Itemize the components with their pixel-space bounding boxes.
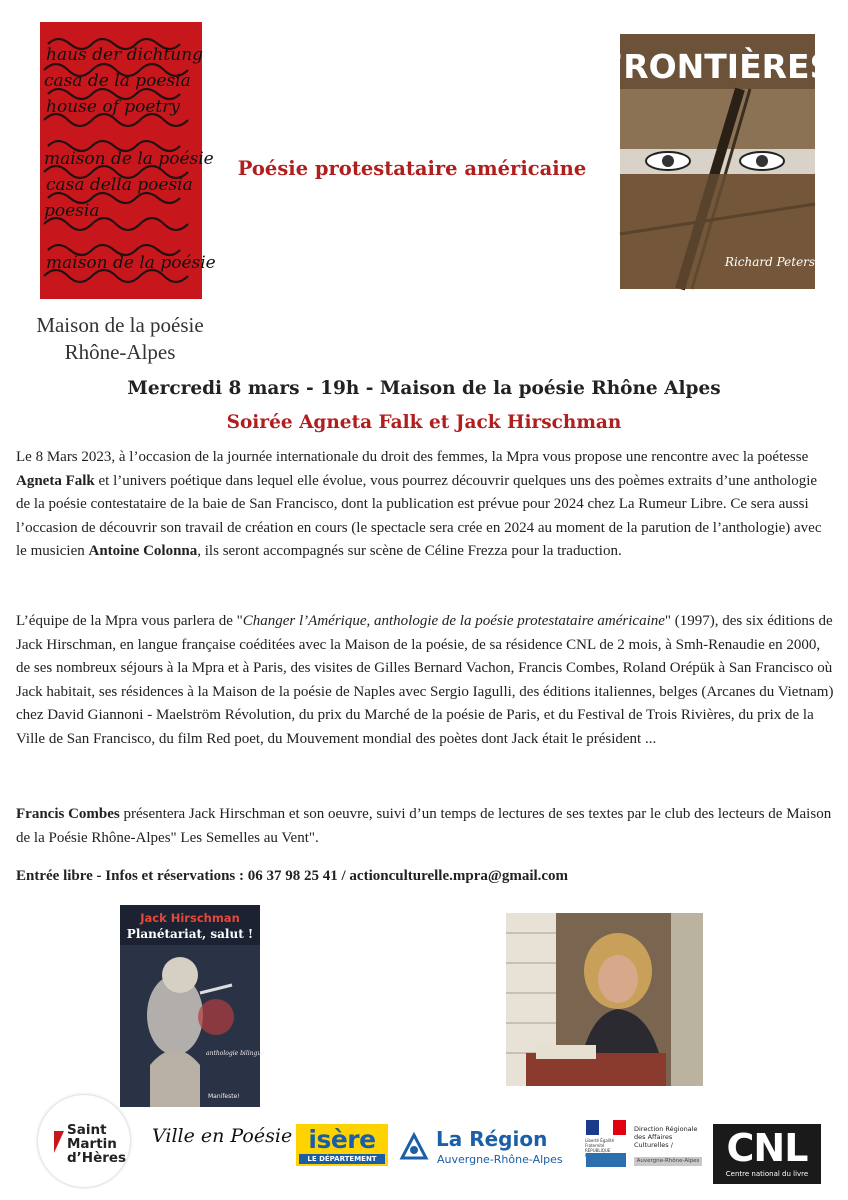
logo-text: house of poetry <box>46 97 180 117</box>
text-span: L’équipe de la Mpra vous parlera de " <box>16 613 243 629</box>
logo-text: haus der dichtung <box>46 45 204 65</box>
smh-line: Martin <box>67 1136 117 1152</box>
photo-agneta-falk <box>506 913 703 1086</box>
region-name: La Région <box>436 1127 548 1151</box>
text-span: présentera Jack Hirschman et son oeuvre, suivi d’un temps de lectures de ses textes par le club des lecteurs de Maison de la Poésie Rhône-Alpes" Les Semelles au Vent". <box>16 806 832 846</box>
frontieres-poster <box>600 34 834 289</box>
region-subname: Auvergne-Rhône-Alpes <box>437 1153 563 1166</box>
region-icon <box>399 1131 429 1161</box>
logo-cnl <box>713 1124 821 1184</box>
smh-text <box>67 1123 126 1165</box>
anthology-title: Changer l’Amérique, anthologie de la poésie protestataire américaine <box>242 613 665 629</box>
marianne-flag-icon <box>586 1120 626 1135</box>
event-title: Soirée Agneta Falk et Jack Hirschman <box>226 412 622 433</box>
mpra-logo-art <box>40 22 216 299</box>
paragraph-combes <box>16 803 834 850</box>
name-agneta-falk: Agneta Falk <box>16 472 95 489</box>
smh-mark-icon <box>52 1131 66 1153</box>
smh-line: Saint <box>67 1122 107 1138</box>
drac-text: Direction Régionale des Affaires Culturelles / <box>634 1125 698 1149</box>
contact-info: Entrée libre - Infos et réservations : 06 37 98 25 41 / actionculturelle.mpra@gmail.com <box>16 868 569 884</box>
org-name <box>20 312 220 366</box>
poster-title: FRONTIÈRES <box>600 47 834 86</box>
event-date: Mercredi 8 mars - 19h - Maison de la poésie Rhône Alpes <box>127 378 721 399</box>
rf-text: Liberté Égalité Fraternité RÉPUBLIQUE <box>585 1138 615 1153</box>
paragraph-history <box>16 610 834 752</box>
headline: Poésie protestataire américaine <box>237 157 587 180</box>
logo-isere <box>296 1124 388 1166</box>
name-antoine-colonna: Antoine Colonna <box>88 543 198 560</box>
cnl-subtext: Centre national du livre <box>725 1170 809 1178</box>
logo-text: maison de la poésie <box>44 149 214 169</box>
smh-line: d’Hères <box>67 1150 127 1166</box>
book-cover <box>120 905 265 1107</box>
photo-art <box>506 913 703 1086</box>
logo-text: poesia <box>44 201 100 221</box>
name-francis-combes: Francis Combes <box>16 806 120 822</box>
text-span: " (1997), des six éditions de Jack Hirschman, en langue française coéditées avec la Maison de la poésie, de sa résidence CNL de 2 mois, à Smh-Renaudie en 2000, de ses nombreux séjours à la Mpra et à Paris, des visites de Gilles Bernard Vachon, Francis Combes, Roland Orépük à San Francisco où Jack habitait, ses résidences à la Maison de la poésie de Naples avec Sergio Iagulli, des éditions italiennes, belges (Arcanes du Vietnam) chez David Giannoni - Maelström Révolution, du prix du Marché de la poésie de Paris, et du Festival de Trois Rivières, du prix de la Ville de San Francisco, du film Red poet, du Mouvement mondial des poètes dont Jack était le président ... <box>16 613 834 747</box>
isere-text: isère <box>308 1125 376 1154</box>
isere-subtext: LE DÉPARTEMENT <box>299 1154 385 1164</box>
poster-signature: Richard Peters <box>724 255 816 269</box>
book-publisher: Manifeste! <box>208 1093 240 1100</box>
org-name-line2: Rhône-Alpes <box>64 340 176 364</box>
text-span: , ils seront accompagnés sur scène de Céline Frezza pour la traduction. <box>197 543 622 560</box>
book-author: Jack Hirschman <box>140 911 240 925</box>
mpra-logo <box>40 22 216 299</box>
text-span: et l’univers poétique dans lequel elle évolue, vous pourrez découvrir quelques uns des poèmes extraits d’une anthologie de la poésie contestataire de la baie de San Francisco, dont la publication est prévue pour 2024 chez La Rumeur Libre. Ce sera aussi l’occasion de découvrir son travail de création en cours (le spectacle sera crée en 2024 au moment de la parution de l’anthologie) avec le musicien <box>16 472 822 560</box>
paragraph-intro <box>16 446 834 564</box>
logo-text: maison de la poésie <box>46 253 216 273</box>
poster-art <box>600 34 834 289</box>
logo-saint-martin-dheres <box>38 1095 130 1187</box>
book-title: Planétariat, salut ! <box>126 927 254 941</box>
logo-ville-en-poesie: Ville en Poésie <box>152 1125 293 1147</box>
drac-tag: Auvergne-Rhône-Alpes <box>634 1157 702 1166</box>
ministry-band <box>586 1153 626 1167</box>
org-name-line1: Maison de la poésie <box>36 313 204 337</box>
cnl-letters: CNL <box>726 1126 808 1170</box>
text-span: Le 8 Mars 2023, à l’occasion de la journée internationale du droit des femmes, la Mpra vous propose une rencontre avec la poétesse <box>16 449 809 465</box>
logo-text: casa de la poesia <box>44 71 191 91</box>
book-subtitle: anthologie bilingue <box>206 1050 265 1057</box>
logo-text: casa della poesia <box>46 175 193 195</box>
